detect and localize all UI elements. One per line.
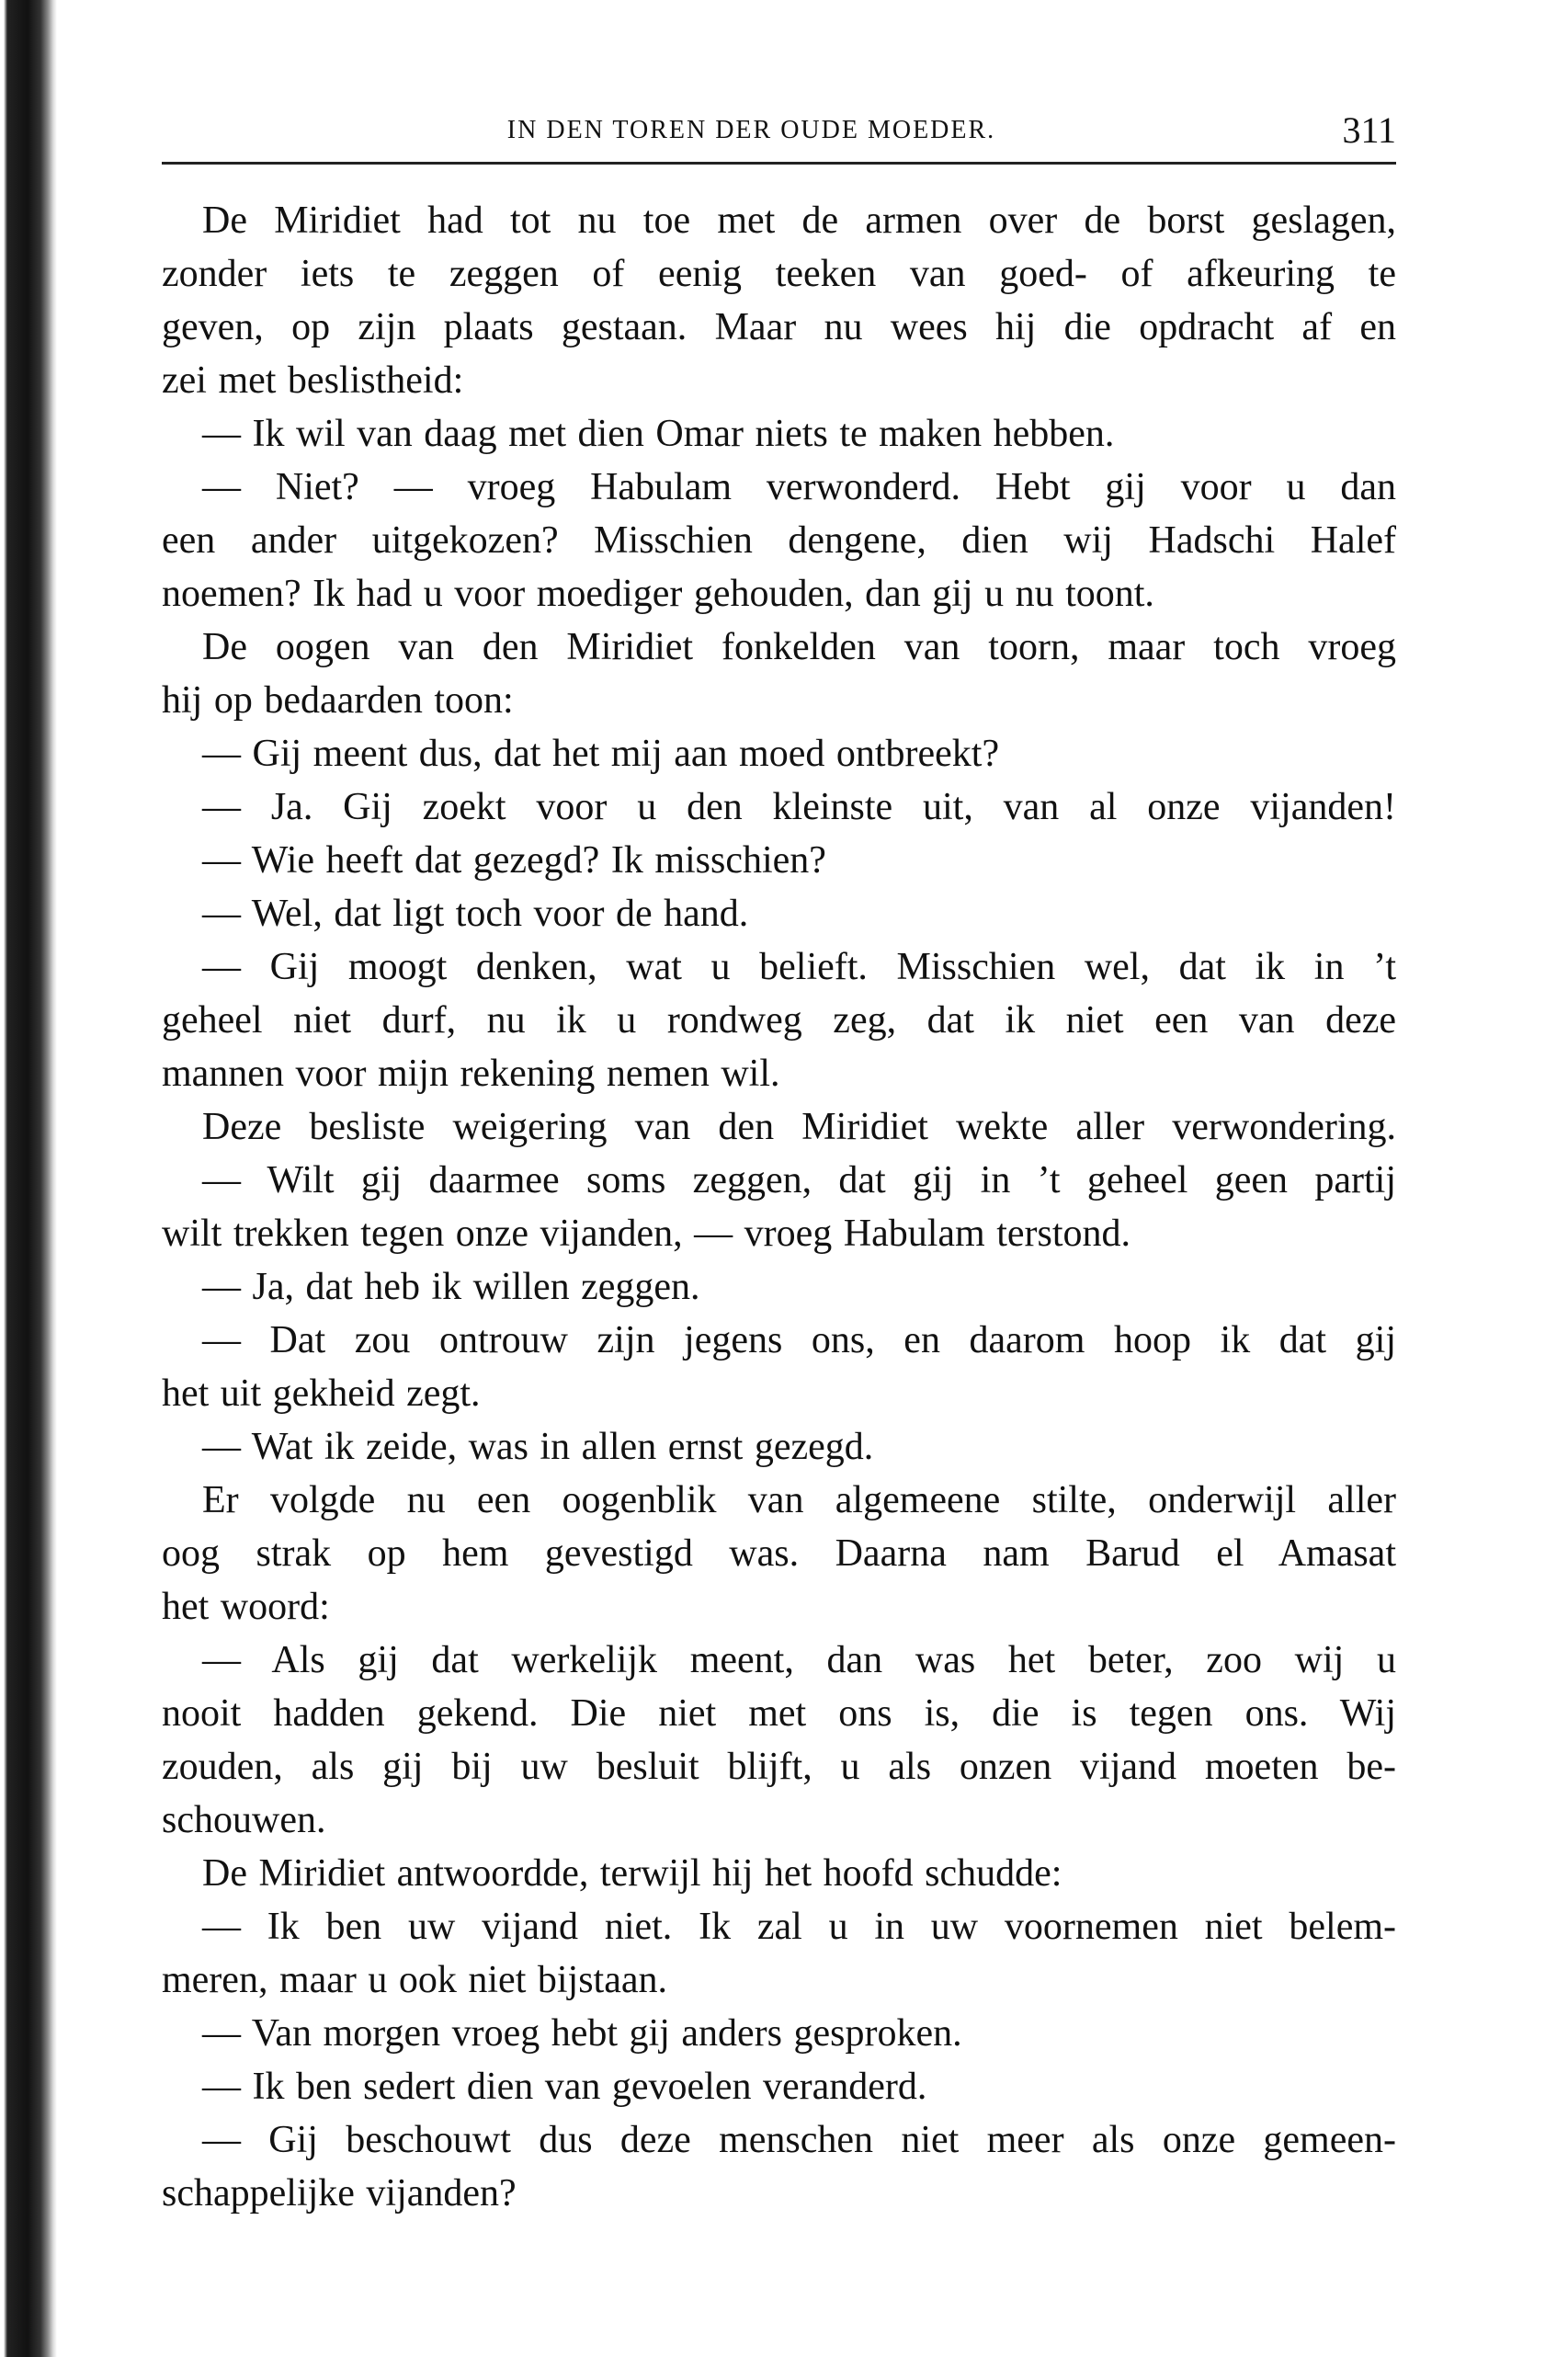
text-line: schappelijke vijanden?	[162, 2172, 517, 2215]
text-line: het uit gekheid zegt.	[162, 1372, 481, 1415]
text-line: een ander uitgekozen? Misschien dengene, dien wij Hadschi Halef	[162, 519, 1396, 562]
text-line: zonder iets te zeggen of eenig teeken van goed- of afkeuring te	[162, 253, 1396, 295]
text-line: — Als gij dat werkelijk meent, dan was het beter, zoo wij u	[202, 1639, 1396, 1681]
text-line: — Gij meent dus, dat het mij aan moed ontbreekt?	[202, 733, 1000, 775]
text-line: — Gij moogt denken, wat u belieft. Misschien wel, dat ik in ’t	[202, 946, 1396, 988]
text-line: De oogen van den Miridiet fonkelden van toorn, maar toch vroeg	[202, 626, 1396, 668]
text-line: oog strak op hem gevestigd was. Daarna nam Barud el Amasat	[162, 1532, 1396, 1575]
text-line: wilt trekken tegen onze vijanden, — vroeg Habulam terstond.	[162, 1213, 1131, 1255]
text-line: geheel niet durf, nu ik u rondweg zeg, dat ik niet een van deze	[162, 999, 1396, 1042]
text-line: nooit hadden gekend. Die niet met ons is, die is tegen ons. Wij	[162, 1692, 1396, 1735]
text-line: het woord:	[162, 1586, 330, 1628]
text-line: — Ik ben sedert dien van gevoelen veranderd.	[202, 2066, 927, 2108]
text-line: — Niet? — vroeg Habulam verwonderd. Hebt gij voor u dan	[202, 466, 1396, 508]
text-line: Er volgde nu een oogenblik van algemeene stilte, onderwijl aller	[202, 1479, 1396, 1521]
text-line: noemen? Ik had u voor moediger gehouden, dan gij u nu toont.	[162, 573, 1154, 615]
text-line: — Ik wil van daag met dien Omar niets te maken hebben.	[202, 413, 1115, 455]
text-line: meren, maar u ook niet bijstaan.	[162, 1959, 667, 2001]
text-line: De Miridiet antwoordde, terwijl hij het hoofd schudde:	[202, 1852, 1062, 1895]
text-line: — Ja. Gij zoekt voor u den kleinste uit, van al onze vijanden!	[202, 786, 1396, 828]
text-line: schouwen.	[162, 1799, 326, 1841]
page-number: 311	[1342, 109, 1396, 151]
book-binding-shadow	[0, 0, 57, 2357]
running-header	[162, 108, 1396, 154]
text-line: De Miridiet had tot nu toe met de armen over de borst geslagen,	[202, 199, 1396, 242]
running-title: IN DEN TOREN DER OUDE MOEDER.	[506, 116, 996, 144]
header-rule	[162, 162, 1396, 165]
text-line: zouden, als gij bij uw besluit blijft, u als onzen vijand moeten be-	[162, 1746, 1396, 1788]
text-line: — Van morgen vroeg hebt gij anders gesproken.	[202, 2012, 962, 2055]
text-line: — Wie heeft dat gezegd? Ik misschien?	[202, 839, 826, 882]
text-line: zei met beslistheid:	[162, 359, 464, 402]
text-line: hij op bedaarden toon:	[162, 679, 514, 722]
text-line: — Wel, dat ligt toch voor de hand.	[202, 893, 749, 935]
text-line: — Wat ik zeide, was in allen ernst gezegd.	[202, 1426, 874, 1468]
text-line: geven, op zijn plaats gestaan. Maar nu wees hij die opdracht af en	[162, 306, 1396, 348]
text-line: mannen voor mijn rekening nemen wil.	[162, 1053, 780, 1095]
text-line: — Ik ben uw vijand niet. Ik zal u in uw voornemen niet belem-	[202, 1906, 1396, 1948]
text-line: — Wilt gij daarmee soms zeggen, dat gij in ’t geheel geen partij	[202, 1159, 1396, 1201]
text-line: — Dat zou ontrouw zijn jegens ons, en daarom hoop ik dat gij	[202, 1319, 1396, 1361]
text-line: — Ja, dat heb ik willen zeggen.	[202, 1266, 700, 1308]
text-line: — Gij beschouwt dus deze menschen niet meer als onze gemeen-	[202, 2119, 1396, 2161]
text-line: Deze besliste weigering van den Miridiet wekte aller verwondering.	[202, 1106, 1396, 1148]
